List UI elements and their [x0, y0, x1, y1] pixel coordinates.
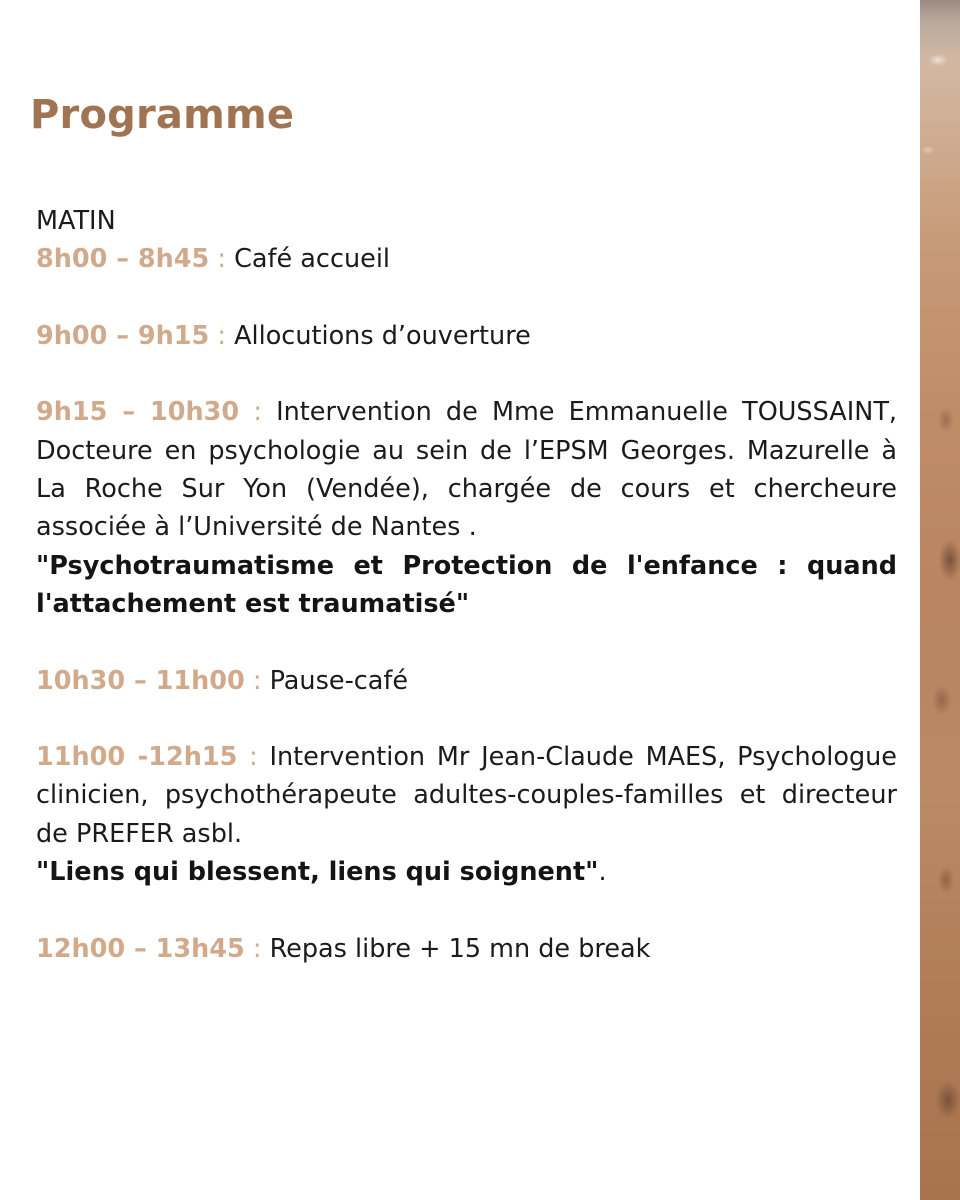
item-description: Allocutions d’ouverture: [234, 320, 531, 351]
schedule-item: [36, 930, 897, 968]
time-range: 11h00 -12h15: [36, 742, 238, 773]
time-range: 9h15 – 10h30: [36, 397, 240, 428]
item-description: Repas libre + 15 mn de break: [269, 933, 651, 964]
talk-title: "Liens qui blessent, liens qui soignent": [36, 857, 599, 888]
schedule-item: [36, 317, 897, 355]
time-separator: :: [209, 320, 235, 351]
time-range: 8h00 – 8h45: [36, 244, 210, 275]
item-description: Intervention Mr Jean-Claude MAES, Psychologue clinicien, psychothérapeute adultes-couples-familles et directeur de PREFER asbl.: [36, 742, 897, 849]
time-separator: :: [237, 742, 270, 773]
schedule-item: [36, 662, 897, 700]
item-description: Intervention de Mme Emmanuelle TOUSSAINT, Docteure en psychologie au sein de l’EPSM Georges. Mazurelle à La Roche Sur Yon (Vendée), chargée de cours et chercheure associée à l’Université de Nantes .: [36, 397, 897, 543]
time-separator: :: [239, 397, 277, 428]
time-range: 9h00 – 9h15: [36, 320, 210, 351]
time-separator: :: [244, 665, 270, 696]
schedule-content: [36, 202, 897, 1006]
time-range: 12h00 – 13h45: [36, 933, 245, 964]
section-label-morning: MATIN: [36, 206, 116, 236]
talk-trailing-period: .: [598, 857, 607, 888]
page-title: Programme: [30, 92, 295, 138]
schedule-item: [36, 738, 897, 891]
time-separator: :: [244, 933, 270, 964]
talk-title: "Psychotraumatisme et Protection de l'enfance : quand l'attachement est traumatisé": [36, 550, 897, 619]
talk-line: [36, 853, 897, 891]
time-separator: :: [209, 244, 235, 275]
schedule-item: [36, 240, 897, 278]
item-description: Café accueil: [234, 244, 390, 275]
item-description: Pause-café: [269, 665, 409, 696]
time-range: 10h30 – 11h00: [36, 665, 245, 696]
beach-sand-image: [920, 0, 960, 1200]
schedule-item: [36, 393, 897, 623]
